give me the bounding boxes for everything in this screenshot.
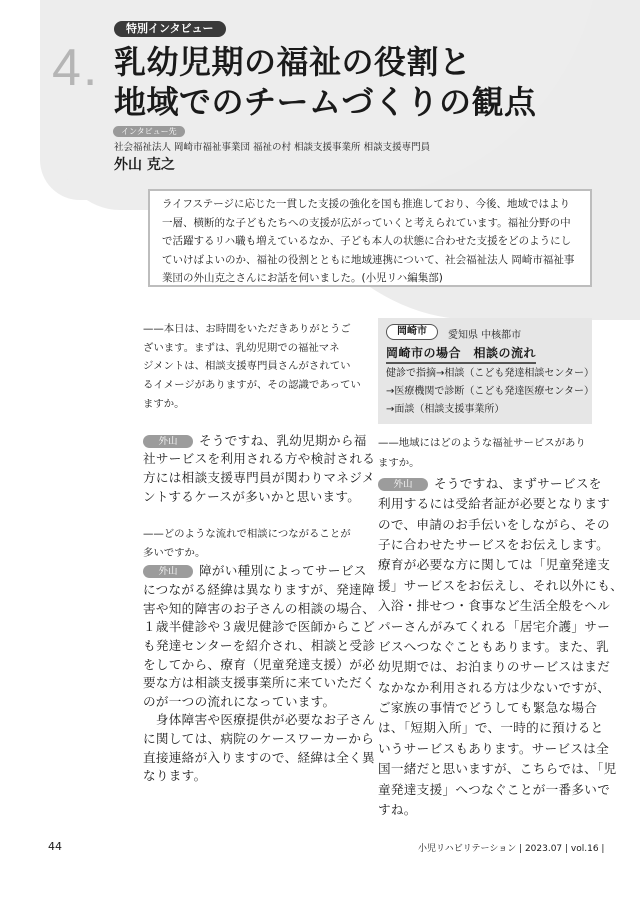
journal-footer: 小児リハビリテーション | 2023.07 | vol.16 |: [418, 844, 605, 854]
text-line: ——本日は、お時間をいただきありがとうご: [143, 323, 351, 335]
article-title: [114, 42, 537, 122]
text-line: ご家族の事情でどうしても緊急な場合: [378, 700, 598, 716]
interviewee-answer: [378, 474, 623, 821]
text-line: 療育が必要な方に関しては「児童発達支: [378, 557, 611, 573]
speaker-tag: 外山: [378, 478, 428, 491]
text-line: 国一緒だと思いますが、こちらでは、「児: [378, 761, 617, 777]
text-line: 利用するには受給者証が必要となります: [378, 496, 611, 512]
text-line: は、「短期入所」で、一時的に預けると: [378, 720, 604, 736]
text-line: ので、申請のお手伝いをしながら、その: [378, 516, 610, 532]
text-line: ざいます。まずは、乳幼児期での福祉マネ: [143, 341, 340, 354]
text-line: 害や知的障害のお子さんの相談の場合、: [143, 600, 376, 616]
text-line: 要な方は相談支援事業所に来ていただく: [143, 675, 376, 691]
text-line: 子に合わせたサービスをお伝えします。: [378, 536, 610, 552]
text-line: 童発達支援」へつなぐことが一番多いで: [378, 781, 611, 797]
section-tag: 特別インタビュー: [114, 21, 226, 37]
title-line: 地域でのチームづくりの観点: [114, 83, 537, 121]
interviewer-question: [143, 525, 367, 562]
text-line: ますか。: [143, 397, 185, 410]
interviewee-answer: [143, 711, 376, 786]
paragraph-spacer: [143, 413, 367, 432]
intro-box: ライフステージに応じた一貫した支援の強化を国も推進しており、今後、地域ではより一層、横断的な子どもたちへの支援が広がっていくと考えられています。福祉分野の中で活躍するリハ職も増えているなか、子ども本人の状態に合わせた支援をどのようにしていけばよいのか、福祉の役割とともに地域連携について、社会福祉法人 岡崎市福祉事業団の外山克之さんにお話を伺いました。(小児リハ編集部): [148, 189, 592, 287]
text-line: 方には相談支援専門員が関わりマネジメ: [143, 470, 375, 486]
text-line: 外山 そうですね、まずサービスを: [378, 474, 602, 494]
interviewee-answer: [143, 562, 376, 711]
interviewee-answer: [143, 432, 376, 507]
interviewer-question: [143, 320, 367, 413]
text-line: 外山 障がい種別によってサービス: [143, 562, 367, 581]
flow-step: →医療機関で診断（こども発達医療センター）: [386, 386, 594, 397]
interviewee-tag: インタビュー先: [113, 126, 185, 137]
article-number: 4.: [52, 39, 100, 97]
text-line: １歳半健診や３歳児健診で医師からこど: [143, 619, 376, 635]
title-line: 乳幼児期の福祉の役割と: [114, 43, 472, 81]
text-line: 多いですか。: [143, 546, 206, 559]
info-title: 岡崎市の場合 相談の流れ: [386, 344, 536, 364]
paragraph-spacer: [143, 506, 367, 525]
text-line: 幼児期では、お泊まりのサービスはまだ: [378, 659, 611, 675]
text-line: ——地域にはどのような福祉サービスがあり: [378, 437, 586, 449]
text-line: ——どのような流れで相談につながることが: [143, 528, 351, 541]
text-line: なかなか利用される方は少ないですが、: [378, 679, 611, 695]
text-line: 援」サービスをお伝えし、それ以外にも、: [378, 577, 623, 593]
left-column: [143, 320, 376, 786]
right-column: [378, 433, 623, 820]
info-box: [378, 318, 592, 424]
text-line: 入浴・排せつ・食事など生活全般をヘル: [378, 598, 611, 614]
text-line: ジメントは、相談支援専門員さんがされてい: [143, 360, 351, 373]
flow-step: 健診で指摘→相談（こども発達相談センター）: [386, 368, 594, 379]
text-line: すね。: [378, 802, 417, 818]
text-line: 外山 そうですね、乳幼児期から福: [143, 432, 367, 451]
info-flow: [386, 365, 592, 419]
flow-step: →面談（相談支援事業所）: [386, 404, 505, 415]
city-subtitle: 愛知県 中核都市: [448, 330, 522, 341]
interviewee-name: 外山 克之: [114, 157, 175, 173]
text-line: 直接連絡が入りますので、経緯は全く異: [143, 749, 375, 765]
speaker-tag: 外山: [143, 565, 193, 578]
text-line: につながる経緯は異なりますが、発達障: [143, 581, 375, 597]
text-line: のが一つの流れになっています。: [143, 693, 336, 709]
text-line: ビスへつなぐこともあります。また、乳: [378, 638, 610, 654]
city-badge: 岡崎市: [386, 324, 438, 340]
page-number: 44: [48, 840, 62, 853]
text-line: も発達センターを紹介され、相談と受診: [143, 637, 376, 653]
text-line: なります。: [143, 768, 207, 784]
text-line: いうサービスもあります。サービスは全: [378, 740, 610, 756]
text-line: るイメージがありますが、その認識であってい: [143, 378, 361, 391]
text-line: 社サービスを利用される方や検討される: [143, 451, 376, 467]
text-line: ントするケースが多いかと思います。: [143, 488, 361, 504]
text-line: をしてから、療育（児童発達支援）が必: [143, 656, 376, 672]
text-line: パーさんがみてくれる「居宅介護」サー: [378, 618, 611, 634]
text-line: に関しては、病院のケースワーカーから: [143, 731, 375, 747]
speaker-tag: 外山: [143, 435, 193, 448]
interviewee-affiliation: 社会福祉法人 岡崎市福祉事業団 福祉の村 相談支援事業所 相談支援専門員: [114, 142, 431, 153]
text-line: ますか。: [378, 457, 420, 470]
text-line: 身体障害や医療提供が必要なお子さん: [143, 712, 376, 728]
interviewer-question: [378, 433, 602, 474]
